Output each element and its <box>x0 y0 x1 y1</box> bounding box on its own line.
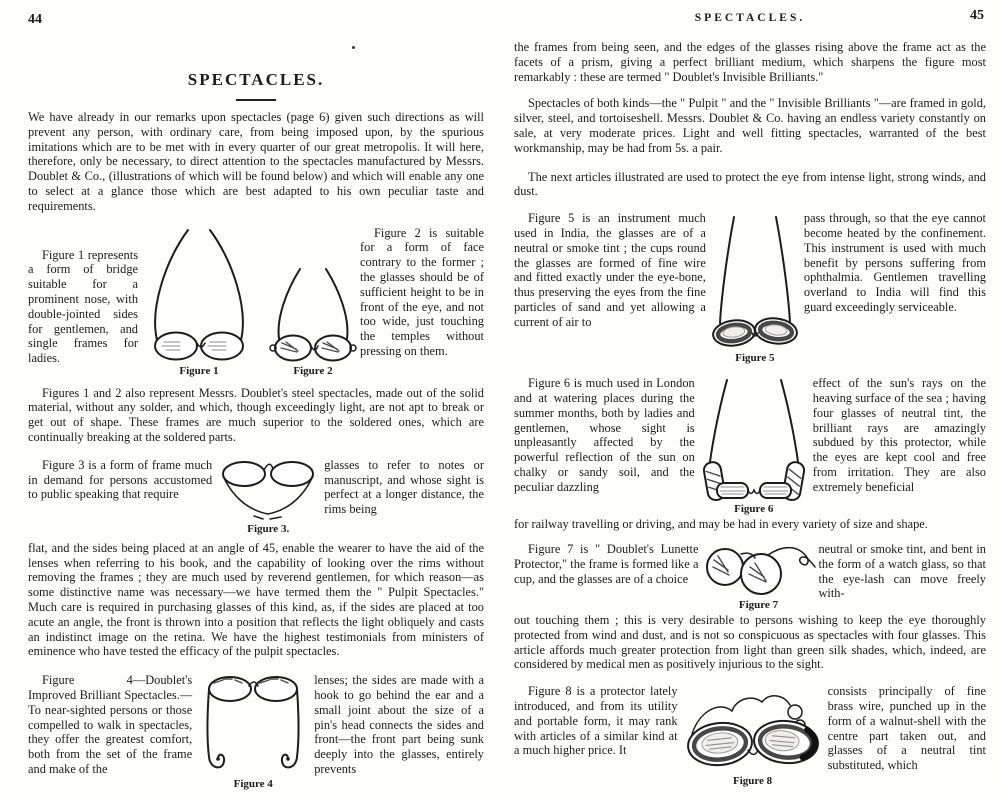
page-number-right: 45 <box>970 8 984 23</box>
paragraph-figure-6-continued: for railway travelling or driving, and may be had in every variety of size and shape. <box>514 517 928 532</box>
page-title: SPECTACLES. <box>187 70 325 89</box>
figure-6-illustration <box>695 376 813 502</box>
figure-5-caption: Figure 5 <box>735 352 775 365</box>
figure-5-block <box>706 211 804 364</box>
right-page <box>514 8 986 787</box>
paragraph-intro: We have already in our remarks upon spectacles (page 6) given such directions as will prevent any person, with ordinary care, from being imposed upon, by the spurious imitations which are to be met with in every quarter of our great metropolis. It will here, therefore, only be necessary, to direct attention to the spectacles manufactured by Messrs. Doublet & Co., (illustrations of which will be found below) and which will enable any one to select at a glance those which are best adapted to his own peculiar taste and requirements. <box>28 110 484 213</box>
figure-4-block <box>192 673 314 790</box>
figure-8-block <box>678 684 828 787</box>
figure-7-text-left: Figure 7 is " Doublet's Lunette Protector," the frame is formed like a cup, and the glasses are of a choice <box>514 541 699 586</box>
figure-4-section <box>28 673 484 790</box>
running-header-title: SPECTACLES. <box>694 12 806 24</box>
figure-1-2-section <box>28 226 484 377</box>
figure-8-caption: Figure 8 <box>732 775 773 788</box>
figure-6-section <box>514 376 986 515</box>
figure-3-text-right: glasses to refer to notes or manuscript, and whose sight is perfect at a longer distance, the rims being <box>324 457 484 517</box>
figure-2-caption: Figure 2 <box>293 364 333 377</box>
figure-5-text-left: Figure 5 is an instrument much used in India, the glasses are of a neutral or smoke tint ; the cups round the glasses are formed of fine wire and fitted exactly under the eye-bone, thus preserving the eyes from the fine particles of sand and yet allowing a current of air to <box>514 211 706 329</box>
figure-1-2-illustrations <box>138 226 360 377</box>
figure-5-text-right: pass through, so that the eye cannot become heated by the confinement. This instrument is used with much benefit by persons suffering from ophthalmia. Gentlemen travelling overland to India will find this guard exceedingly serviceable. <box>803 211 986 314</box>
figure-6-block <box>695 376 813 515</box>
figure-7-illustration <box>698 542 818 598</box>
paragraph-figure-3: flat, and the sides being placed at an angle of 45, enable the wearer to have the aid of the lenses when referring to his book, and the capability of looking over the rims without removing the frames ; they are much used by reverend gentlemen, for which reason—as some distinctive name was necessary—we have termed them the " Pulpit Spectacles." Much care is required in purchasing glasses of this kind, as, if the sides are placed at too acute an angle, the front is thrown into a position that reflects the light obliquely and casts an indistinct image on the retina. We have the highest testimonials from ministers of eminence who have tested the efficacy of the pulpit spectacles. <box>28 540 484 659</box>
figure-5-section <box>514 211 986 364</box>
figure-7-caption: Figure 7 <box>738 598 779 611</box>
figure-7-block <box>698 542 818 611</box>
figure-3-caption: Figure 3. <box>247 522 290 535</box>
figure-4-text-right: lenses; the sides are made with a hook to go behind the ear and a small joint about the size of a pin's head connects the sides and front—the front part being sunk deeply into the glasses, entirely prevents <box>314 673 484 776</box>
figure-7-section <box>514 542 986 611</box>
figure-2-text: Figure 2 is suitable for a form of face contrary to the former ; the glasses should be of sufficient height to be in front of the eye, and not too wide, just touching the temples without pressing on them. <box>360 225 484 358</box>
figure-8-section <box>514 684 986 787</box>
figure-7-text-right: neutral or smoke tint, and bent in the form of a watch glass, so that the eye-lash can move freely with- <box>818 541 986 601</box>
figure-6-text-right: effect of the sun's rays on the heaving surface of the sea ; having four glasses of neutral tint, the brilliant rays are amazingly subdued by this protector, while the eyes are kept cool and free from irritation. They are also extremely beneficial <box>812 376 986 494</box>
figure-3-text-left: Figure 3 is a form of frame much in demand for persons accustomed to public speaking that require <box>28 457 213 502</box>
figure-4-text-left: Figure 4—Doublet's Improved Brilliant Spectacles.—To near-sighted persons or those compelled to walk in spectacles, they offer the greatest comfort, both from the set of the frame and make of the <box>28 673 193 776</box>
running-header <box>514 8 986 26</box>
paragraph-both-kinds: Spectacles of both kinds—the " Pulpit " and the " Invisible Brilliants "—are framed in gold, silver, steel, and tortoiseshell. Messrs. Doublet & Co. having an endless variety constantly on sale, at very moderate prices. Light and well fitting spectacles, warranted of the best workmanship, may be had from 5s. a pair. <box>514 96 986 155</box>
figure-5-illustration <box>706 211 804 351</box>
figure-1-illustration <box>138 226 260 364</box>
figure-6-text-left: Figure 6 is much used in London and at watering places during the summer months, both by ladies and gentlemen, whose sight is unpleasantly affected by the powerful reflection of the sun on chalky or sandy soil, and the peculiar dazzling <box>514 376 695 494</box>
figure-8-text-left: Figure 8 is a protector lately introduced, and from its utility and portable form, it may rank with articles of a similar kind at a much higher price. It <box>514 684 678 758</box>
left-page <box>28 8 484 790</box>
figure-3-block <box>212 458 324 535</box>
figure-3-section <box>28 458 484 535</box>
figure-4-illustration <box>192 673 314 777</box>
paragraph-next-articles: The next articles illustrated are used to protect the eye from intense light, strong winds, and dust. <box>514 169 986 199</box>
figure-8-illustration <box>678 684 828 774</box>
paragraph-figure-7-continued: out touching them ; this is very desirable to persons wishing to keep the eye thoroughly protected from wind and dust, and is not so conspicuous as spectacles with four glasses. This article affords much greater protection from light than green silk shades, which, indeed, are considered by medical men as positively injurious to the sight. <box>514 612 986 672</box>
title-rule <box>236 99 276 101</box>
figure-2-block <box>266 264 360 377</box>
figure-4-caption: Figure 4 <box>233 778 273 791</box>
figure-3-illustration <box>212 458 324 522</box>
paragraph-brilliants: the frames from being seen, and the edges of the glasses rising above the frame act as the facets of a prism, giving a perfect brilliant medium, which sharpens the figure most remarkably : these are termed " Doublet's Invisible Brilliants." <box>514 40 986 84</box>
page-number-left: 44 <box>28 12 42 27</box>
figure-1-block <box>138 226 260 377</box>
paragraph-figures-1-2: Figures 1 and 2 also represent Messrs. Doublet's steel spectacles, made out of the solid material, without any solder, and which, though exceedingly light, are not apt to break or get out of shape. These frames are much superior to the soldered ones, which are continually breaking at the soldered parts. <box>28 385 484 444</box>
figure-2-illustration <box>266 264 360 364</box>
figure-1-text: Figure 1 represents a form of bridge suitable for a prominent nose, with double-jointed sides for gentlemen, and single frames for ladies. <box>28 247 139 366</box>
figure-1-caption: Figure 1 <box>179 364 219 377</box>
figure-6-caption: Figure 6 <box>734 503 774 516</box>
figure-8-text-right: consists principally of fine brass wire, punched up in the form of a walnut-shell with the centre part taken out, and glasses of a neutral tint substituted, which <box>827 684 986 773</box>
